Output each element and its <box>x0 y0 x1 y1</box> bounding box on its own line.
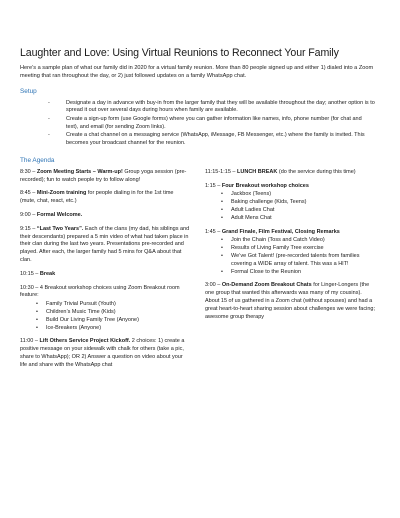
agenda-bullet: • Children’s Music Time (Kids) <box>46 309 190 317</box>
agenda-label: Grand Finale, Film Festival, Closing Remarks <box>221 228 340 235</box>
agenda-label: Lift Others Service Project Kickoff. <box>39 338 131 345</box>
agenda-right-column <box>205 169 375 376</box>
agenda-item <box>20 338 190 369</box>
agenda-text: 2 choices: 1) create a positive message on your sidewalk with chalk for others (take a pic, share to WhatsApp); OR 2) Answer a question on video about your life and share with the WhatsApp chat <box>20 338 185 368</box>
agenda-item <box>20 271 190 279</box>
setup-list <box>20 100 375 148</box>
setup-item: - Create a chat channel on a messaging service (WhatsApp, iMessage, FB Messenger, etc.) where the family is invited. This becomes your broadcast channel for the reunion. <box>66 132 375 148</box>
agenda-time: 9:15 – <box>20 225 37 232</box>
agenda-text: Group yoga session (pre-recorded); fun to watch people try to follow along! <box>20 168 187 183</box>
agenda-text: for Linger-Longers (the one group that wanted this afterwards was many of my cousins). About 15 of us gathered in a Zoom chat (without spouses) and had a great heart-to-heart sharing session about challenges we were facing; awesome group therapy <box>205 282 375 320</box>
agenda-bullet: • Jackbox (Teens) <box>231 191 375 199</box>
agenda-text: for people dialing in for the 1st time (mute, chat, react, etc.) <box>20 190 174 205</box>
setup-item: - Create a sign-up form (use Google forms) where you can gather information like names, info, phone number (for chat and text), and email (for sending Zoom links). <box>66 116 375 132</box>
agenda-text: Each of the clans (my dad, his siblings and their descendants) prepared a 5 min video of what had taken place in their clan during the last two years. Presentations pre-recorded and played. After each, the larger family had 5 mins for Q&A about that clan. <box>20 225 190 263</box>
agenda-time: 8:30 – <box>20 168 37 175</box>
agenda-item <box>20 285 190 333</box>
agenda-item <box>205 169 375 177</box>
agenda-time: 11:15-1:15 – <box>205 168 238 175</box>
agenda-label: Formal Welcome. <box>36 211 83 218</box>
agenda-bullet-list <box>205 191 375 222</box>
agenda-heading: The Agenda <box>20 157 55 165</box>
agenda-time: 1:15 – <box>205 182 222 189</box>
agenda-item <box>205 282 375 321</box>
agenda-columns <box>20 169 375 376</box>
intro-paragraph: Here’s a sample plan of what our family did in 2020 for a virtual family reunion. More than 80 people signed up and either 1) dialed into a Zoom meeting that ran throughout the day, or 2) just followed updates on a family WhatsApp chat. <box>20 64 374 79</box>
agenda-bullet: • Family Trivial Pursuit (Youth) <box>46 301 190 309</box>
agenda-item <box>20 169 190 185</box>
agenda-bullet-list <box>205 237 375 276</box>
agenda-label: Zoom Meeting Starts – Warm-up! <box>36 168 123 175</box>
agenda-time: 9:00 – <box>20 211 37 218</box>
agenda-label: Break <box>39 270 56 277</box>
agenda-bullet: • Build Our Living Family Tree (Anyone) <box>46 317 190 325</box>
setup-heading: Setup <box>20 88 37 96</box>
agenda-bullet: • Results of Living Family Tree exercise <box>231 245 375 253</box>
agenda-bullet: • Adult Mens Chat <box>231 215 375 223</box>
agenda-bullet: • Join the Chain (Toss and Catch Video) <box>231 237 375 245</box>
agenda-bullet: • Formal Close to the Reunion <box>231 269 375 277</box>
agenda-item <box>205 183 375 223</box>
agenda-text: (do the service during this time) <box>277 168 356 175</box>
agenda-time: 10:30 – <box>20 284 40 291</box>
agenda-bullet-list <box>20 301 190 332</box>
agenda-item <box>20 190 190 206</box>
agenda-time: 3:00 – <box>205 282 222 289</box>
setup-item: - Designate a day in advance with buy-in from the larger family that they will be available throughout the day; another option is to spread it out over several days during hours when family are available. <box>66 100 375 116</box>
agenda-label: On-Demand Zoom Breakout Chats <box>221 282 312 289</box>
agenda-label: Four Breakout workshop choices <box>221 182 309 189</box>
agenda-label: Mini-Zoom training <box>36 190 87 197</box>
agenda-item <box>20 212 190 220</box>
agenda-time: 8:45 – <box>20 190 37 197</box>
agenda-bullet: • Adult Ladies Chat <box>231 207 375 215</box>
agenda-left-column <box>20 169 190 376</box>
agenda-label: “Last Two Years”. <box>36 225 84 232</box>
document-title: Laughter and Love: Using Virtual Reunions to Reconnect Your Family <box>20 47 339 59</box>
agenda-time: 10:15 – <box>20 270 40 277</box>
agenda-bullet: • Baking challenge (Kids, Teens) <box>231 199 375 207</box>
agenda-text: 4 Breakout workshop choices using Zoom Breakout room feature: <box>20 284 180 299</box>
agenda-bullet: • Ice-Breakers (Anyone) <box>46 325 190 333</box>
agenda-label: LUNCH BREAK <box>237 168 278 175</box>
agenda-time: 11:00 – <box>20 338 40 345</box>
agenda-time: 1:45 – <box>205 228 222 235</box>
agenda-item <box>20 226 190 265</box>
agenda-item <box>205 229 375 277</box>
agenda-bullet: • We’ve Got Talent! (pre-recorded talents from families covering a WIDE array of talent. This was a HIT! <box>231 253 375 269</box>
